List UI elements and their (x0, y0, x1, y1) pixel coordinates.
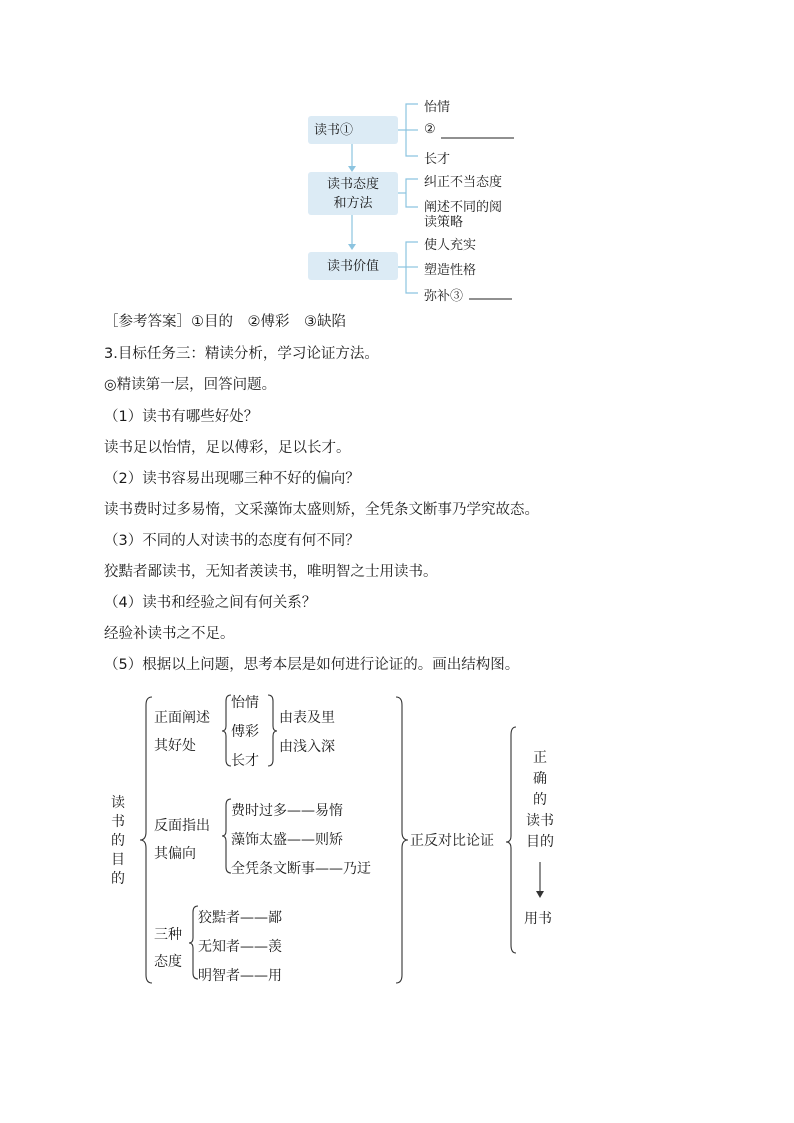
root-char: 的 (111, 871, 125, 887)
attitude-label: 三种 (154, 927, 182, 943)
leaf-text: 阐述不同的阅 (424, 200, 503, 215)
question: （2）读书容易出现哪三种不好的偏向？ (104, 471, 360, 487)
negative-label: 其偏向 (154, 846, 196, 862)
question: （1）读书有哪些好处？ (104, 409, 259, 425)
logic-note: 由浅入深 (279, 739, 335, 755)
attitude-item: 明智者——用 (198, 968, 282, 984)
leaf-text: 塑造性格 (424, 263, 477, 278)
bias-item: 藻饰太盛——则矫 (231, 832, 343, 848)
node-label: 读书价值 (326, 258, 379, 274)
node-label-line2: 和方法 (333, 195, 373, 211)
node-label: 读书① (314, 122, 354, 138)
answer-text: 狡黠者鄙读书，无知者羡读书，唯明智之士用读书。 (104, 564, 438, 580)
question: （4）读书和经验之间有何关系？ (104, 595, 317, 611)
logic-note: 由表及里 (279, 710, 335, 726)
leaf-text: 怡情 (424, 100, 451, 115)
subtask-heading: ◎精读第一层，回答问题。 (104, 377, 277, 393)
leaf-text: 长才 (424, 152, 451, 167)
bias-item: 费时过多——易惰 (231, 803, 343, 819)
task-heading: 3.目标任务三：精读分析，学习论证方法。 (104, 346, 379, 362)
conclusion-pair: 读书 (526, 813, 554, 829)
answer-text: 读书足以怡情，足以傅彩，足以长才。 (104, 440, 351, 456)
question: （5）根据以上问题，思考本层是如何进行论证的。画出结构图。 (104, 657, 520, 673)
root-char: 的 (111, 833, 125, 849)
argument-method: 正反对比论证 (410, 833, 494, 849)
question: （3）不同的人对读书的态度有何不同？ (104, 533, 360, 549)
attitude-item: 无知者——羡 (198, 939, 282, 955)
benefit-item: 傅彩 (231, 724, 259, 740)
answer-text: 经验补读书之不足。 (104, 626, 235, 642)
benefit-item: 怡情 (231, 695, 259, 711)
negative-label: 反面指出 (154, 818, 210, 834)
leaf-text: ② (424, 122, 436, 137)
attitude-item: 狡黠者——鄙 (198, 910, 282, 926)
positive-label: 其好处 (154, 738, 196, 754)
conclusion-char: 确 (533, 771, 547, 787)
root-char: 书 (111, 814, 125, 830)
answer-text: 读书费时过多易惰，文采藻饰太盛则矫，全凭条文断事乃学究故态。 (104, 502, 539, 518)
root-char: 读 (111, 795, 125, 811)
conclusion-label (520, 748, 560, 853)
leaf-text: 弥补③ (424, 289, 464, 304)
attitude-label: 态度 (154, 954, 182, 970)
conclusion-result: 用书 (524, 911, 552, 927)
answer-line: ［参考答案］①目的 ②傅彩 ③缺陷 (104, 314, 346, 330)
leaf-text: 纠正不当态度 (424, 175, 503, 190)
leaf-text: 读策略 (424, 215, 464, 230)
conclusion-char: 正 (533, 750, 547, 766)
root-label (108, 794, 128, 889)
leaf-text: 使人充实 (424, 238, 477, 253)
bias-item: 全凭条文断事——乃迂 (231, 861, 371, 877)
node-label-line1: 读书态度 (326, 176, 379, 192)
conclusion-pair: 目的 (526, 834, 554, 850)
positive-label: 正面阐述 (154, 710, 210, 726)
root-char: 目 (111, 852, 125, 868)
benefit-item: 长才 (231, 753, 259, 769)
conclusion-char: 的 (533, 792, 547, 808)
